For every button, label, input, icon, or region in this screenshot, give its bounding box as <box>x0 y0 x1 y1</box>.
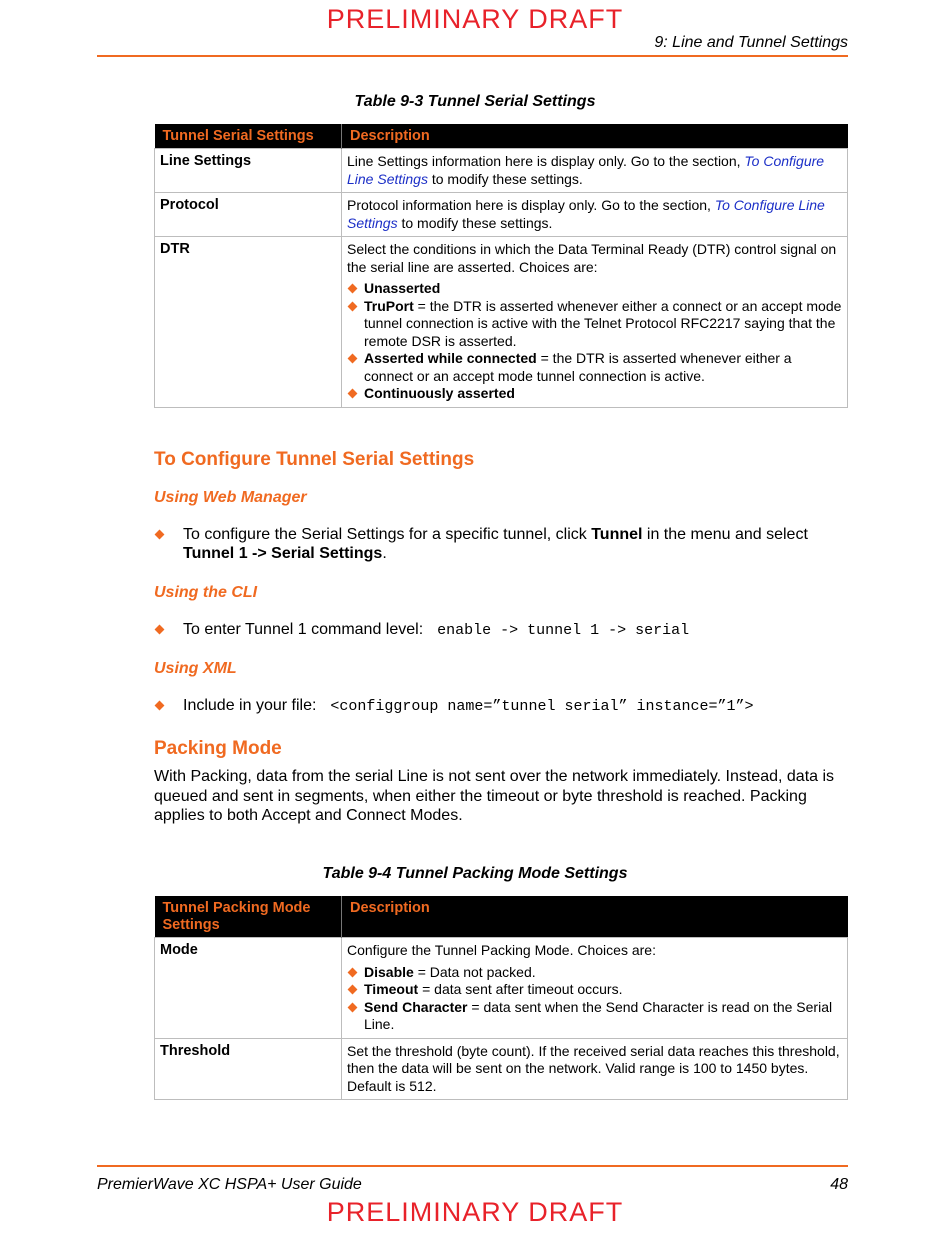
watermark-top: PRELIMINARY DRAFT <box>326 4 624 34</box>
cli-instruction: To enter Tunnel 1 command level: enable -> tunnel 1 -> serial <box>154 620 844 640</box>
col-header-settings: Tunnel Serial Settings <box>155 124 342 149</box>
diamond-bullet-icon <box>348 1002 358 1012</box>
list-item: Timeout = data sent after timeout occurs. <box>347 981 842 999</box>
table-row <box>155 193 848 237</box>
row-desc-line-settings: Line Settings information here is display only. Go to the section, To Configure Line Settings to modify these settings. <box>342 149 848 193</box>
mode-choices-list <box>347 964 842 1034</box>
list-item: Send Character = data sent when the Send Character is read on the Serial Line. <box>347 999 842 1034</box>
footer-title: PremierWave XC HSPA+ User Guide <box>97 1176 362 1193</box>
list-item: Disable = Data not packed. <box>347 964 842 982</box>
col-header-description: Description <box>342 124 848 149</box>
list-item: TruPort = the DTR is asserted whenever either a connect or an accept mode tunnel connection is active with the Telnet Protocol RFC2217 saying that the remote DSR is asserted. <box>347 298 842 351</box>
diamond-bullet-icon <box>348 389 358 399</box>
table-header-row <box>155 124 848 149</box>
diamond-bullet-icon <box>348 301 358 311</box>
to-configure-line-settings-link[interactable]: To Configure Line Settings <box>347 153 825 187</box>
xml-heading: Using XML <box>154 660 237 677</box>
tunnel-packing-mode-table <box>154 896 848 1100</box>
row-key-threshold: Threshold <box>155 1038 342 1100</box>
table-9-4-caption: Table 9-4 Tunnel Packing Mode Settings <box>322 865 628 882</box>
diamond-bullet-icon <box>348 985 358 995</box>
header-rule <box>97 55 848 57</box>
table-row <box>155 149 848 193</box>
diamond-bullet-icon <box>348 967 358 977</box>
packing-mode-paragraph: With Packing, data from the serial Line is not sent over the network immediately. Instead, data is queued and sent in segments, when either the timeout or byte threshold is reached. Packing applies to both Accept and Connect Modes. <box>154 768 835 824</box>
web-manager-instruction: To configure the Serial Settings for a specific tunnel, click Tunnel in the menu and select Tunnel 1 -> Serial Settings. <box>154 525 844 563</box>
table-row <box>155 1038 848 1100</box>
to-configure-line-settings-link[interactable]: To Configure Line Settings <box>347 197 825 231</box>
row-key-line-settings: Line Settings <box>155 149 342 193</box>
table-row <box>155 237 848 408</box>
configure-heading: To Configure Tunnel Serial Settings <box>154 449 475 470</box>
table-header-row <box>155 896 848 938</box>
footer-rule <box>97 1165 848 1167</box>
watermark-bottom: PRELIMINARY DRAFT <box>326 1197 624 1227</box>
row-desc-threshold: Set the threshold (byte count). If the received serial data reaches this threshold, then the data will be sent on the network. Valid range is 100 to 1450 bytes. Default is 512. <box>342 1038 848 1100</box>
table-9-3-caption: Table 9-3 Tunnel Serial Settings <box>354 93 596 110</box>
row-key-protocol: Protocol <box>155 193 342 237</box>
diamond-bullet-icon <box>348 354 358 364</box>
dtr-choices-list <box>347 280 842 403</box>
diamond-bullet-icon <box>348 284 358 294</box>
cli-command: enable -> tunnel 1 -> serial <box>437 622 690 639</box>
tunnel-serial-settings-table <box>154 124 848 408</box>
page-number: 48 <box>830 1176 848 1193</box>
list-item: Continuously asserted <box>347 385 842 403</box>
row-key-mode: Mode <box>155 938 342 1039</box>
col-header-settings: Tunnel Packing Mode Settings <box>155 896 342 938</box>
table-row <box>155 938 848 1039</box>
xml-instruction: Include in your file: <configgroup name=”tunnel serial” instance=”1”> <box>154 696 844 716</box>
list-item: Asserted while connected = the DTR is asserted whenever either a connect or an accept mode tunnel connection is active. <box>347 350 842 385</box>
col-header-description: Description <box>342 896 848 938</box>
row-desc-mode: Configure the Tunnel Packing Mode. Choices are: Disable = Data not packed. Timeout = data sent after timeout occurs. Send Character = data sent when the Send Character is read on the Serial Line. <box>342 938 848 1039</box>
cli-heading: Using the CLI <box>154 584 258 601</box>
xml-snippet: <configgroup name=”tunnel serial” instance=”1”> <box>330 698 754 715</box>
row-key-dtr: DTR <box>155 237 342 408</box>
row-desc-dtr: Select the conditions in which the Data Terminal Ready (DTR) control signal on the serial line are asserted. Choices are: Unasserted TruPort = the DTR is asserted whenever either a connect or an accept mode tunnel connection is active with the Telnet Protocol RFC2217 saying that the remote DSR is asserted. Asserted while connected = the DTR is asserted whenever either a connect or an accept mode tunnel connection is active. Continuously asserted <box>342 237 848 408</box>
web-manager-heading: Using Web Manager <box>154 489 307 506</box>
chapter-header: 9: Line and Tunnel Settings <box>654 34 848 51</box>
row-desc-protocol: Protocol information here is display only. Go to the section, To Configure Line Settings to modify these settings. <box>342 193 848 237</box>
packing-mode-heading: Packing Mode <box>154 738 282 759</box>
list-item: Unasserted <box>347 280 842 298</box>
